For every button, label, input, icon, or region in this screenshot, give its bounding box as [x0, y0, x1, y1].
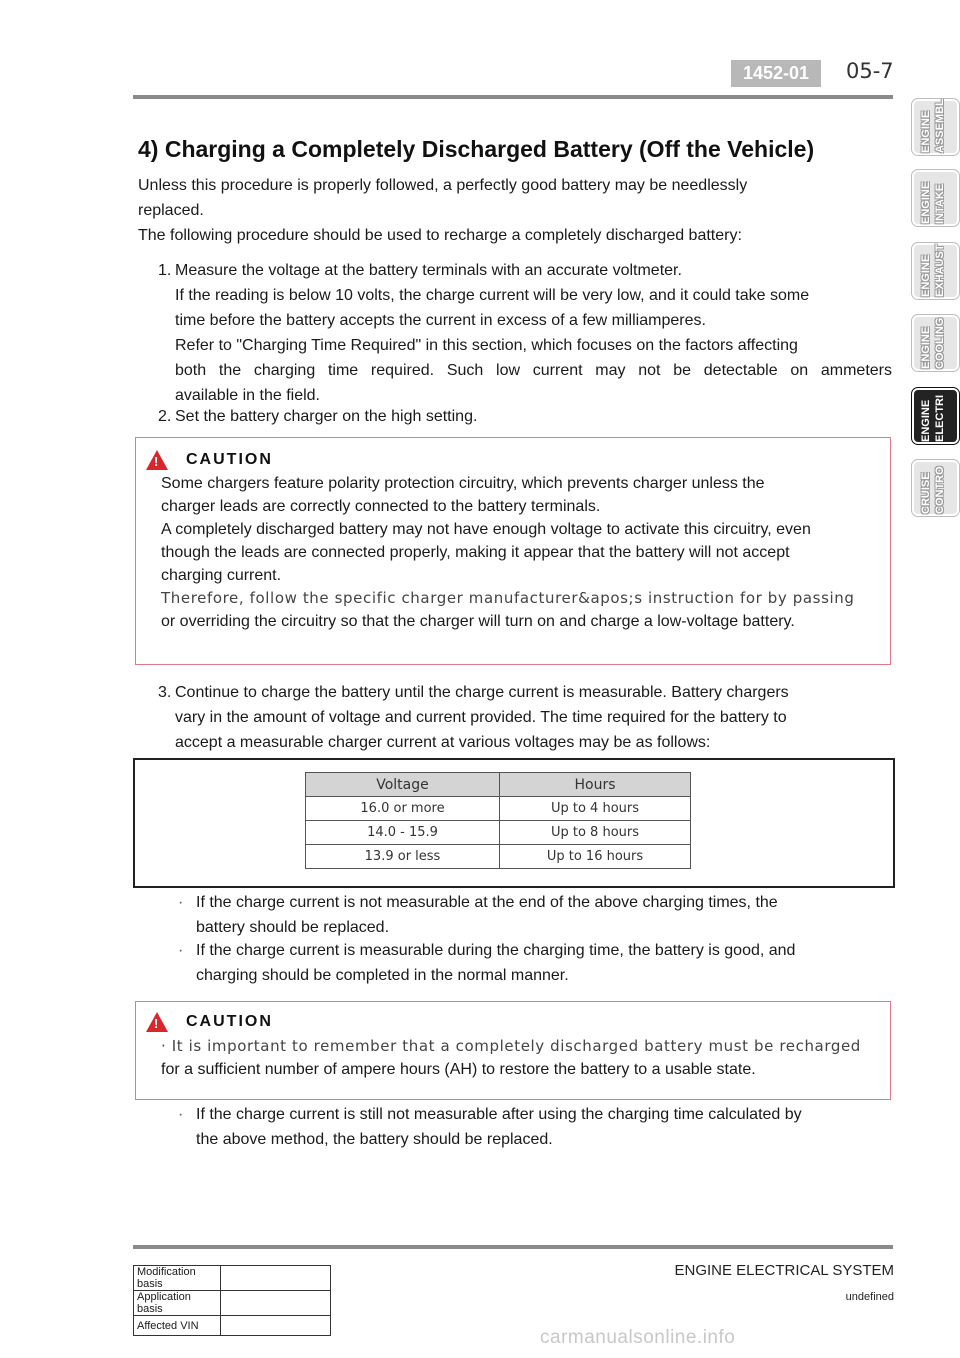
step-1-number: 1. [158, 262, 172, 279]
table-row [306, 845, 691, 869]
side-tab-label-line-1: ENGINE [920, 181, 932, 224]
side-tab-label-line-2: INTAKE [934, 183, 946, 224]
footer-divider [133, 1245, 893, 1249]
caution-2-line-1: · It is important to remember that a completely discharged battery must be recharged [161, 1037, 861, 1055]
side-tab-label-line-2: EXHAUST [934, 244, 946, 297]
table-row [306, 821, 691, 845]
step-2-number: 2. [158, 408, 172, 425]
bullet-3-line-2: the above method, the battery should be replaced. [196, 1131, 553, 1148]
side-tab-engine-intake[interactable] [912, 170, 959, 226]
page-number: 05-7 [846, 59, 894, 83]
cell-voltage: 13.9 or less [306, 845, 500, 869]
warning-exclamation-icon: ! [154, 1016, 159, 1031]
cell-hours: Up to 4 hours [500, 797, 691, 821]
mod-label: Modification basis [134, 1266, 221, 1291]
step-3-line-3: accept a measurable charger current at various voltages may be as follows: [175, 734, 711, 751]
step-2 [158, 404, 892, 429]
caution-1-line-5: charging current. [161, 567, 282, 584]
side-tab-label-line-1: ENGINE [920, 399, 932, 442]
cell-hours: Up to 16 hours [500, 845, 691, 869]
footer-subtitle: undefined [845, 1291, 894, 1303]
caution-heading-2: CAUTION [186, 1013, 273, 1030]
side-tab-cruise-control[interactable] [912, 460, 959, 516]
cell-voltage: 16.0 or more [306, 797, 500, 821]
intro-line-1: Unless this procedure is properly followed, a perfectly good battery may be needlessly [138, 177, 748, 194]
step-3-line-2: vary in the amount of voltage and current provided. The time required for the battery to [175, 709, 787, 726]
caution-2-body [161, 1035, 886, 1081]
table-row [306, 797, 691, 821]
caution-box-1 [135, 437, 891, 665]
caution-1-line-4: though the leads are connected properly, making it appear that the battery will not accept [161, 544, 790, 561]
bullet-1-line-1: If the charge current is not measurable at the end of the above charging times, the [196, 894, 778, 911]
step-1-line-2: If the reading is below 10 volts, the charge current will be very low, and it could take some [175, 287, 810, 304]
bullet-item-2 [178, 938, 878, 988]
bullet-marker: · [178, 1106, 184, 1123]
bullet-marker: · [178, 942, 184, 959]
side-tab-label-line-2: CONTRO [934, 466, 946, 514]
section-title: 4) Charging a Completely Discharged Battery (Off the Vehicle) [138, 136, 815, 162]
bullet-item-1 [178, 890, 878, 940]
document-code-badge: 1452-01 [731, 60, 821, 87]
charging-time-table [305, 772, 691, 869]
table-row [134, 1266, 331, 1291]
table-row [134, 1291, 331, 1316]
intro-line-2: replaced. [138, 202, 204, 219]
step-3-line-1: Continue to charge the battery until the charge current is measurable. Battery chargers [175, 684, 789, 701]
header-voltage: Voltage [306, 773, 500, 797]
cell-voltage: 14.0 - 15.9 [306, 821, 500, 845]
cell-hours: Up to 8 hours [500, 821, 691, 845]
bullet-3-line-1: If the charge current is still not measurable after using the charging time calculated by [196, 1106, 802, 1123]
side-tab-engine-exhaust[interactable] [912, 243, 959, 299]
bullet-marker: · [178, 894, 184, 911]
caution-1-line-7: or overriding the circuitry so that the charger will turn on and charge a low-voltage battery. [161, 613, 795, 630]
step-1-line-3: time before the battery accepts the current in excess of a few milliamperes. [175, 312, 706, 329]
warning-exclamation-icon: ! [154, 454, 159, 469]
step-1-line-6: available in the field. [175, 387, 320, 404]
bullet-2-line-2: charging should be completed in the normal manner. [196, 967, 569, 984]
side-tab-label-line-1: ENGINE [920, 326, 932, 369]
caution-box-2 [135, 1001, 891, 1100]
mod-value [221, 1291, 331, 1316]
mod-label: Application basis [134, 1291, 221, 1316]
side-tab-label-line-1: ENGINE [920, 110, 932, 153]
bullet-item-3 [178, 1102, 878, 1152]
caution-1-body [161, 472, 886, 633]
side-tab-label-line-1: ENGINE [920, 254, 932, 297]
side-tab-engine-electrical[interactable] [912, 388, 959, 444]
side-tab-engine-assembly[interactable] [912, 99, 959, 155]
step-2-line-1: Set the battery charger on the high setting. [175, 408, 478, 425]
step-1-line-1: Measure the voltage at the battery terminals with an accurate voltmeter. [175, 262, 682, 279]
bullet-2-line-1: If the charge current is measurable during the charging time, the battery is good, and [196, 942, 796, 959]
side-tab-engine-cooling[interactable] [912, 315, 959, 371]
table-header-row [306, 773, 691, 797]
mod-label: Affected VIN [134, 1316, 221, 1336]
caution-2-line-2: for a sufficient number of ampere hours (AH) to restore the battery to a usable state. [161, 1061, 756, 1078]
step-1-line-4: Refer to "Charging Time Required" in this section, which focuses on the factors affecting [175, 337, 798, 354]
mod-value [221, 1266, 331, 1291]
side-tab-label-line-2: COOLING [934, 317, 946, 369]
caution-1-line-1: Some chargers feature polarity protection circuitry, which prevents charger unless the [161, 475, 765, 492]
caution-1-line-2: charger leads are correctly connected to the battery terminals. [161, 498, 601, 515]
bullet-1-line-2: battery should be replaced. [196, 919, 390, 936]
side-tab-label-line-2: ELECTRI [934, 394, 946, 442]
step-1-line-5: both the charging time required. Such low current may not be detectable on ammeters [175, 362, 892, 379]
caution-1-line-6: Therefore, follow the specific charger manufacturer&apos;s instruction for by passing [161, 589, 855, 607]
mod-value [221, 1316, 331, 1336]
step-1 [158, 258, 892, 408]
side-tab-label-line-1: CRUISE [920, 472, 932, 514]
side-tab-label-line-2: ASSEMBL [934, 99, 946, 153]
watermark: carmanualsonline.info [540, 1327, 736, 1348]
step-3 [158, 680, 892, 755]
modification-table [133, 1265, 331, 1336]
header-divider [133, 95, 893, 99]
caution-heading-1: CAUTION [186, 451, 273, 468]
step-3-number: 3. [158, 684, 172, 701]
header-hours: Hours [500, 773, 691, 797]
intro-line-3: The following procedure should be used to recharge a completely discharged battery: [138, 227, 742, 244]
footer-title: ENGINE ELECTRICAL SYSTEM [674, 1262, 894, 1279]
table-row [134, 1316, 331, 1336]
caution-1-line-3: A completely discharged battery may not have enough voltage to activate this circuitry, even [161, 521, 811, 538]
